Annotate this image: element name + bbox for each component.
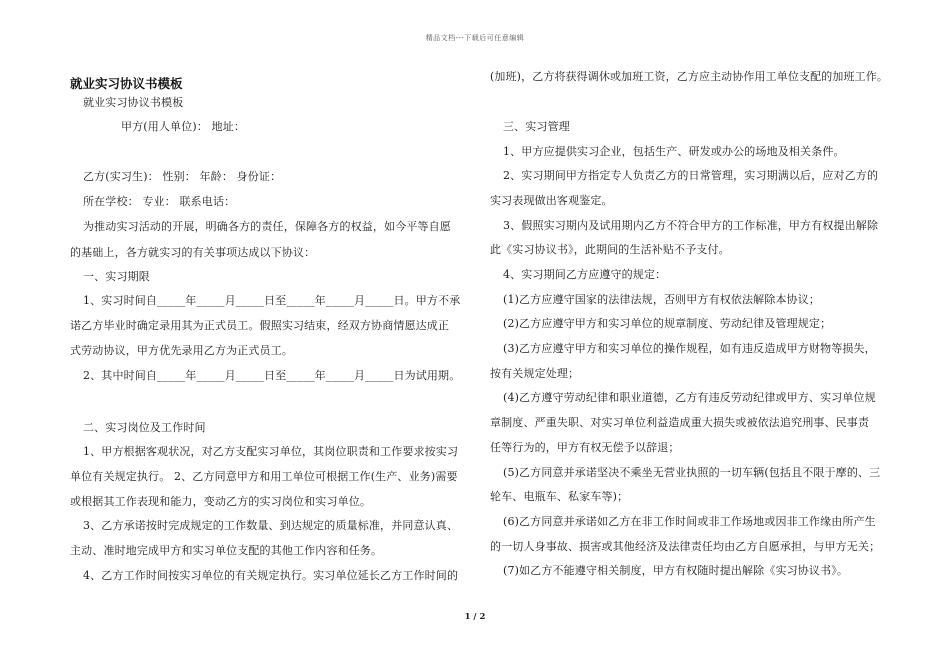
paragraph-line: 4、乙方工作时间按实习单位的有关规定执行。实习单位延长乙方工作时间的 — [83, 569, 459, 582]
paragraph-line: 或根据其工作表现和能力，变动乙方的实习岗位和实习单位。 — [70, 495, 372, 508]
paragraph-line: 的一切人身事故、损害或其他经济及法律责任均由乙方自愿承担，与甲方无关； — [490, 540, 881, 553]
paragraph-line: 主动、准时地完成甲方和实习单位支配的其他工作内容和任务。 — [70, 544, 383, 557]
paragraph-line: 二、实习岗位及工作时间 — [83, 421, 206, 434]
paragraph-line: 2、其中时间自_____年_____月_____日至_____年_____月_____日为试用期。 — [83, 369, 461, 382]
paragraph-line: (5)乙方同意并承诺坚决不乘坐无营业执照的一切车辆(包括且不限于摩的、三 — [503, 466, 881, 479]
paragraph-line: 1、甲方根据客观状况，对乙方支配实习单位，其岗位职责和工作要求按实习 — [83, 445, 459, 458]
paragraph-line: 诺乙方毕业时确定录用其为正式员工。假照实习结束，经双方协商情愿达成正 — [70, 319, 450, 332]
paragraph-line: 甲方(用人单位)： 地址： — [121, 120, 246, 133]
paragraph-line: 按有关规定处理； — [490, 367, 580, 380]
paragraph-line: 所在学校： 专业： 联系电话： — [83, 195, 236, 208]
paragraph-line: 3、乙方承诺按时完成规定的工作数量、到达规定的质量标准，并同意认真、 — [83, 519, 459, 532]
paragraph-line: 为推动实习活动的开展，明确各方的责任，保障各方的权益，如今平等自愿 — [83, 220, 451, 233]
paragraph-line: 此《实习协议书》，此期间的生活补贴不予支付。 — [490, 243, 730, 256]
paragraph-line: 单位有关规定执行。 2、乙方同意甲方和用工单位可根据工作(生产、业务)需要 — [70, 470, 458, 483]
paragraph-line: 实习表现做出客观鉴定。 — [490, 194, 613, 207]
paragraph-line: (加班)，乙方将获得调休或加班工资，乙方应主动协作用工单位支配的加班工作。 — [490, 70, 888, 83]
paragraph-line: (1)乙方应遵守国家的法律法规，否则甲方有权依法解除本协议； — [503, 293, 821, 306]
paragraph-line: 4、实习期间乙方应遵守的规定： — [503, 268, 667, 281]
paragraph-line: (7)如乙方不能遵守相关制度，甲方有权随时提出解除《实习协议书》。 — [503, 564, 849, 577]
paragraph-line: 的基础上，各方就实习的有关事项达成以下协议： — [70, 246, 316, 259]
paragraph-line: 任等行为的，甲方有权无偿予以辞退； — [490, 441, 680, 454]
paragraph-line: (2)乙方应遵守甲方和实习单位的规章制度、劳动纪律及管理规定； — [503, 317, 832, 330]
paragraph-line: 一、实习期限 — [83, 270, 150, 283]
paragraph-line: 乙方(实习生)： 性别： 年龄： 身份证： — [83, 170, 282, 183]
paragraph-line: 轮车、电瓶车、私家车等)； — [490, 490, 629, 503]
page-number: 1 / 2 — [464, 612, 486, 622]
paragraph-line: (3)乙方应遵守甲方和实习单位的操作规程，如有违反造成甲方财物等损失， — [503, 342, 876, 355]
page-header: 精品文档---下载后可任意编辑 — [425, 34, 525, 42]
paragraph-line: 1、实习时间自_____年_____月_____日至_____年_____月_____日。甲方不承 — [83, 294, 461, 307]
paragraph-line: (6)乙方同意并承诺如乙方在非工作时间或非工作场地或因非工作缘由所产生 — [503, 515, 876, 528]
paragraph-line: (4)乙方遵守劳动纪律和职业道德，乙方有违反劳动纪律或甲方、实习单位规 — [503, 391, 876, 404]
paragraph-line: 就业实习协议书模板 — [83, 96, 184, 109]
paragraph-line: 三、实习管理 — [503, 120, 570, 133]
paragraph-line: 3、假照实习期内及试用期内乙方不符合甲方的工作标准，甲方有权提出解除 — [503, 219, 879, 232]
paragraph-line: 1、甲方应提供实习企业，包括生产、研发或办公的场地及相关条件。 — [503, 145, 845, 158]
document-title: 就业实习协议书模板 — [70, 76, 183, 91]
paragraph-line: 2、实习期间甲方指定专人负责乙方的日常管理，实习期满以后，应对乙方的 — [503, 169, 879, 182]
paragraph-line: 式劳动协议，甲方优先录用乙方为正式员工。 — [70, 344, 293, 357]
paragraph-line: 章制度、严重失职、对实习单位利益造成重大损失或被依法追究刑事、民事责 — [490, 416, 870, 429]
